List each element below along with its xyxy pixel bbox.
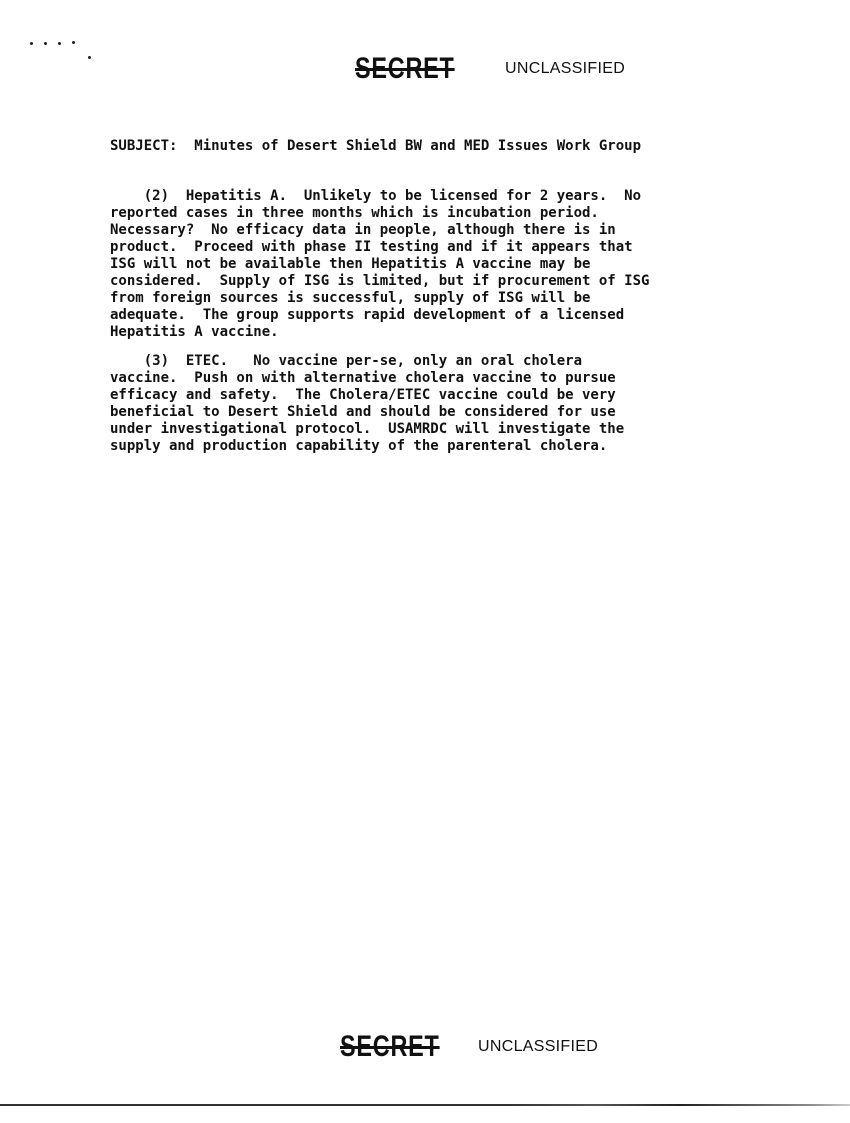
paragraph-line: considered. Supply of ISG is limited, but if procurement of ISG	[110, 273, 650, 289]
paragraph-line: (3) ETEC. No vaccine per-se, only an oral cholera	[110, 353, 583, 369]
paragraph-line: (2) Hepatitis A. Unlikely to be licensed for 2 years. No	[110, 188, 642, 204]
paragraph-line: efficacy and safety. The Cholera/ETEC vaccine could be very	[110, 387, 616, 403]
subject-text: Minutes of Desert Shield BW and MED Issues Work Group	[194, 138, 642, 154]
bottom-classification-marking	[340, 1030, 598, 1064]
paragraph-line: Hepatitis A vaccine.	[110, 324, 279, 340]
classification-label: UNCLASSIFIED	[505, 60, 626, 77]
paragraph-line: supply and production capability of the parenteral cholera.	[110, 438, 608, 454]
paragraph-line: adequate. The group supports rapid development of a licensed	[110, 307, 625, 323]
top-classification-marking	[355, 52, 625, 86]
subject-line	[110, 138, 641, 154]
struck-classification-label: SECRET	[340, 1030, 440, 1063]
paragraph-line: from foreign sources is successful, supply of ISG will be	[110, 290, 591, 306]
scan-artifact-dots	[30, 38, 100, 68]
paragraph-line: ISG will not be available then Hepatitis A vaccine may be	[110, 256, 591, 272]
paragraph-line: vaccine. Push on with alternative cholera vaccine to pursue	[110, 370, 616, 386]
paragraph-line: product. Proceed with phase II testing and if it appears that	[110, 239, 633, 255]
paragraph-etec	[110, 353, 624, 455]
paragraph-line: under investigational protocol. USAMRDC will investigate the	[110, 421, 625, 437]
classification-label: UNCLASSIFIED	[478, 1038, 599, 1055]
subject-label: SUBJECT:	[110, 138, 178, 154]
paragraph-hepatitis-a	[110, 188, 649, 341]
paragraph-line: beneficial to Desert Shield and should be considered for use	[110, 404, 616, 420]
struck-classification-label: SECRET	[355, 52, 455, 85]
paragraph-line: reported cases in three months which is incubation period.	[110, 205, 599, 221]
paragraph-line: Necessary? No efficacy data in people, although there is in	[110, 222, 616, 238]
scan-edge-rule	[0, 1104, 850, 1106]
